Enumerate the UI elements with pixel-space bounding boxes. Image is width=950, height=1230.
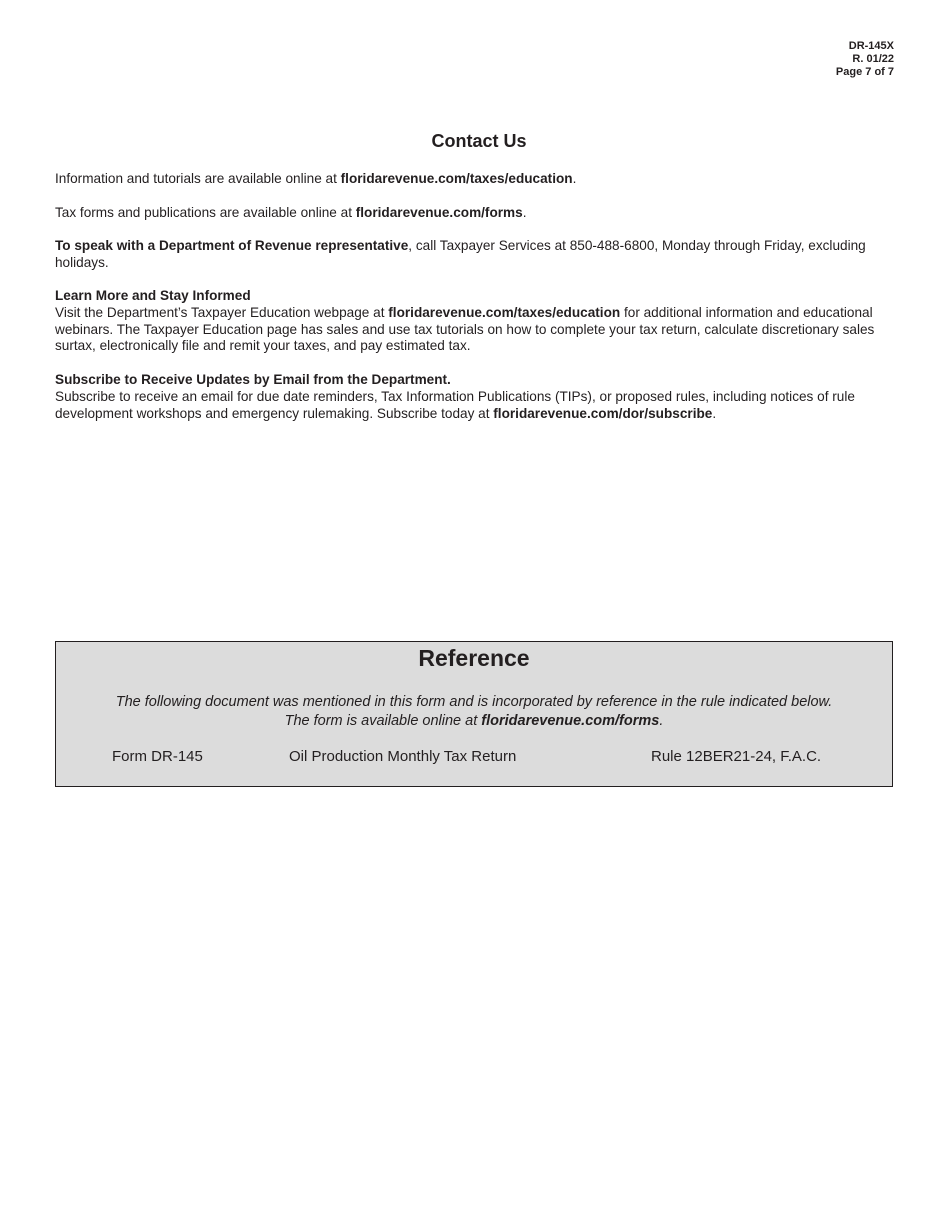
forms-link[interactable]: floridarevenue.com/forms [481,713,660,729]
text: . [522,205,527,220]
contact-heading: To speak with a Department of Revenue representative [55,238,409,253]
text: . [572,171,577,186]
reference-form: Form DR-145 [112,748,203,765]
text: Subscribe to receive an email for due date reminders, Tax Information Publications (TIPs), or proposed rules, including notices of rule development workshops and emergency rulemaking. Subscribe today at [55,388,855,421]
reference-form-name: Oil Production Monthly Tax Return [289,748,517,765]
form-revision: R. 01/22 [852,53,894,65]
reference-title: Reference [418,645,530,671]
education-link[interactable]: floridarevenue.com/taxes/education [388,304,621,320]
reference-rule: Rule 12BER21-24, F.A.C. [651,748,822,765]
forms-link[interactable]: floridarevenue.com/forms [355,205,523,220]
reference-description [56,693,892,731]
text: The form is available online at [284,713,482,729]
text: . [712,405,717,421]
contact-paragraph [55,238,895,272]
text: Tax forms and publications are available online at [55,205,356,220]
education-paragraph [55,171,895,188]
form-number: DR-145X [848,40,894,52]
education-link[interactable]: floridarevenue.com/taxes/education [340,171,573,186]
text: Visit the Department’s Taxpayer Education webpage at [55,304,389,320]
reference-box [55,641,893,787]
text: for additional information and educational webinars. The Taxpayer Education page has sales and use tax tutorials on how to complete your tax return, calculate discretionary sales surtax, electronically file and remit your taxes, and pay estimated tax. [55,304,875,354]
text: . [659,713,664,729]
text: Information and tutorials are available online at [55,171,341,186]
subscribe-heading: Subscribe to Receive Updates by Email from the Department. [55,372,451,387]
subscribe-section [55,372,895,422]
page-title: Contact Us [431,131,527,151]
learn-more-heading: Learn More and Stay Informed [55,288,251,303]
forms-paragraph [55,205,895,222]
learn-more-section [55,288,895,355]
subscribe-link[interactable]: floridarevenue.com/dor/subscribe [493,405,713,421]
text: , call Taxpayer Services at 850-488-6800, Monday through Friday, excluding holidays. [55,238,866,270]
text: The following document was mentioned in this form and is incorporated by reference in the rule indicated below. [115,694,833,710]
page-number: Page 7 of 7 [835,66,894,78]
form-header [836,40,894,79]
